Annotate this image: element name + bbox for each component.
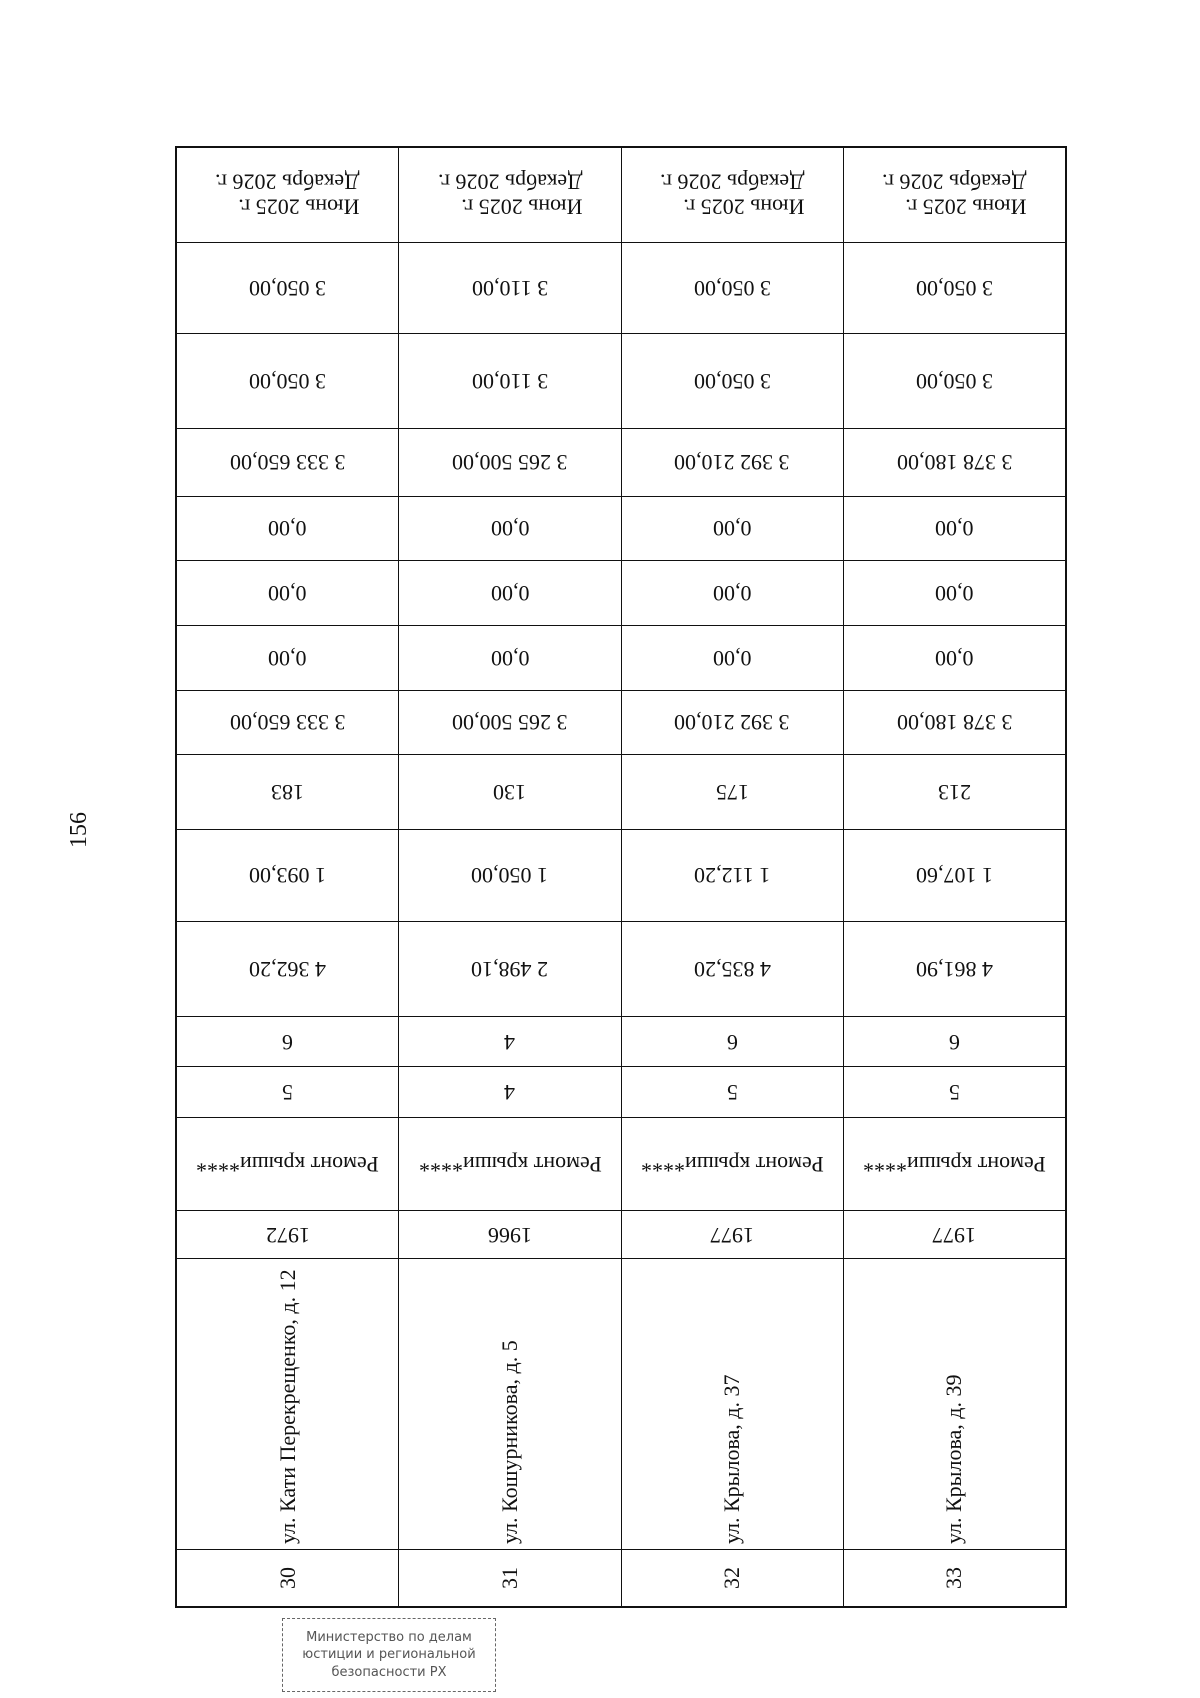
cell-residents	[843, 755, 1065, 830]
cell-cost-total	[399, 690, 621, 755]
floors-value: 5	[726, 1080, 738, 1106]
cell-area-roof	[621, 829, 843, 921]
price-unit-value: 3 110,00	[471, 368, 548, 394]
row-cost-total	[177, 690, 1066, 755]
cell-residents	[621, 755, 843, 830]
cell-address	[177, 1259, 399, 1550]
cell-entrances	[399, 1016, 621, 1067]
work-type-value: Ремонт крыши****	[863, 1151, 1046, 1177]
cell-price-unit	[399, 333, 621, 428]
cell-price-limit	[621, 242, 843, 333]
stamp-line-3: безопасности РХ	[331, 1664, 447, 1680]
work-type-value: Ремонт крыши****	[196, 1151, 379, 1177]
row-cost-a	[177, 625, 1066, 690]
cost-fund-value: 3 333 650,00	[229, 450, 346, 476]
cell-year	[399, 1210, 621, 1258]
period-start: Июнь 2025 г.	[905, 194, 1027, 220]
cell-floors	[399, 1067, 621, 1118]
cell-area-roof	[177, 829, 399, 921]
row-address	[177, 1259, 1066, 1550]
cell-area-total	[621, 921, 843, 1016]
row-number	[177, 1550, 1066, 1607]
cell-entrances	[843, 1016, 1065, 1067]
cost-c-value: 0,00	[935, 516, 974, 542]
cell-price-unit	[621, 333, 843, 428]
cell-cost-b	[843, 561, 1065, 626]
area-total-value: 2 498,10	[471, 956, 549, 982]
cell-cost-fund	[843, 428, 1065, 496]
address-text: ул. Крылова, д. 37	[718, 1374, 744, 1545]
entrances-value: 6	[948, 1029, 960, 1055]
cell-address	[621, 1259, 843, 1550]
repair-schedule-table	[175, 146, 1067, 1608]
cell-work-type	[843, 1117, 1065, 1210]
cell-price-unit	[177, 333, 399, 428]
cell-floors	[621, 1067, 843, 1118]
row-cost-c	[177, 496, 1066, 561]
period-start: Июнь 2025 г.	[683, 194, 805, 220]
address-text: ул. Кати Перекрещенко, д. 12	[274, 1269, 300, 1545]
row-area-total	[177, 921, 1066, 1016]
cost-fund-value: 3 265 500,00	[452, 450, 568, 476]
cell-area-roof	[399, 829, 621, 921]
price-unit-value: 3 050,00	[249, 368, 327, 394]
cell-area-total	[399, 921, 621, 1016]
cell-cost-c	[177, 496, 399, 561]
period-end: Декабрь 2026 г.	[882, 169, 1027, 195]
cell-residents	[399, 755, 621, 830]
cost-fund-value: 3 392 210,00	[674, 450, 790, 476]
cell-cost-total	[843, 690, 1065, 755]
row-num-text: 32	[719, 1567, 745, 1590]
area-total-value: 4 861,90	[915, 956, 993, 982]
stamp-line-2: юстиции и региональной	[302, 1647, 476, 1663]
area-total-value: 4 835,20	[693, 956, 771, 982]
period-start: Июнь 2025 г.	[238, 194, 360, 220]
cost-c-value: 0,00	[712, 516, 752, 542]
row-num-text: 30	[274, 1567, 300, 1590]
cost-b-value: 0,00	[712, 581, 752, 607]
entrances-value: 4	[504, 1029, 516, 1055]
row-floors	[177, 1067, 1066, 1118]
cell-year	[177, 1210, 399, 1258]
cost-a-value: 0,00	[490, 645, 530, 671]
cell-address	[843, 1259, 1065, 1550]
area-total-value: 4 362,20	[249, 956, 327, 982]
residents-value: 183	[271, 780, 305, 806]
cell-cost-fund	[399, 428, 621, 496]
year-value: 1977	[710, 1222, 755, 1248]
cell-cost-total	[621, 690, 843, 755]
row-num-text: 33	[941, 1567, 967, 1590]
price-limit-value: 3 050,00	[693, 275, 771, 301]
cost-a-value: 0,00	[712, 645, 752, 671]
cost-total-value: 3 392 210,00	[674, 710, 790, 736]
cell-cost-a	[177, 625, 399, 690]
cost-total-value: 3 378 180,00	[896, 710, 1013, 736]
cost-b-value: 0,00	[268, 581, 307, 607]
address-text: ул. Кошурникова, д. 5	[496, 1340, 522, 1545]
cell-price-limit	[177, 242, 399, 333]
period-start: Июнь 2025 г.	[460, 194, 583, 220]
cell-address	[399, 1259, 621, 1550]
cost-fund-value: 3 378 180,00	[896, 450, 1013, 476]
cell-period	[399, 148, 621, 243]
cell-year	[621, 1210, 843, 1258]
row-area-roof	[177, 829, 1066, 921]
cell-price-limit	[843, 242, 1065, 333]
entrances-value: 6	[282, 1029, 294, 1055]
row-cost-fund	[177, 428, 1066, 496]
ministry-stamp	[282, 1618, 496, 1692]
cost-b-value: 0,00	[935, 581, 974, 607]
row-entrances	[177, 1016, 1066, 1067]
row-period	[177, 148, 1066, 243]
cell-price-limit	[399, 242, 621, 333]
address-text: ул. Крылова, д. 39	[941, 1374, 967, 1545]
period-end: Декабрь 2026 г.	[215, 169, 360, 195]
cell-floors	[843, 1067, 1065, 1118]
cost-c-value: 0,00	[490, 516, 530, 542]
row-price-unit	[177, 333, 1066, 428]
cell-residents	[177, 755, 399, 830]
residents-value: 175	[715, 780, 749, 806]
area-roof-value: 1 112,20	[694, 863, 771, 889]
year-value: 1972	[265, 1222, 310, 1248]
cost-a-value: 0,00	[268, 645, 307, 671]
period-end: Декабрь 2026 г.	[659, 169, 805, 195]
cell-period	[621, 148, 843, 243]
cell-year	[843, 1210, 1065, 1258]
year-value: 1966	[487, 1222, 532, 1248]
cell-cost-fund	[621, 428, 843, 496]
cell-cost-fund	[177, 428, 399, 496]
cost-b-value: 0,00	[490, 581, 530, 607]
cell-cost-b	[621, 561, 843, 626]
area-roof-value: 1 107,60	[915, 863, 993, 889]
cell-area-total	[843, 921, 1065, 1016]
cell-number	[621, 1550, 843, 1607]
cell-cost-b	[177, 561, 399, 626]
year-value: 1977	[932, 1222, 977, 1248]
area-roof-value: 1 050,00	[471, 863, 549, 889]
stamp-line-1: Министерство по делам	[306, 1629, 472, 1645]
cell-work-type	[177, 1117, 399, 1210]
cell-entrances	[621, 1016, 843, 1067]
entrances-value: 6	[726, 1029, 738, 1055]
period-end: Декабрь 2026 г.	[437, 169, 583, 195]
cost-c-value: 0,00	[268, 516, 307, 542]
floors-value: 4	[504, 1080, 516, 1106]
table-grid	[176, 147, 1066, 1607]
cell-area-total	[177, 921, 399, 1016]
cell-cost-c	[621, 496, 843, 561]
cell-cost-total	[177, 690, 399, 755]
cell-work-type	[621, 1117, 843, 1210]
price-unit-value: 3 050,00	[693, 368, 771, 394]
cell-number	[843, 1550, 1065, 1607]
cell-floors	[177, 1067, 399, 1118]
cell-number	[399, 1550, 621, 1607]
cell-cost-c	[843, 496, 1065, 561]
floors-value: 5	[948, 1080, 960, 1106]
cell-price-unit	[843, 333, 1065, 428]
cell-number	[177, 1550, 399, 1607]
cell-area-roof	[843, 829, 1065, 921]
row-num-text: 31	[496, 1567, 522, 1590]
page-number: 156	[66, 812, 92, 848]
cell-work-type	[399, 1117, 621, 1210]
work-type-value: Ремонт крыши****	[640, 1151, 824, 1177]
cost-total-value: 3 333 650,00	[229, 710, 346, 736]
cell-period	[177, 148, 399, 243]
cell-cost-a	[621, 625, 843, 690]
price-limit-value: 3 050,00	[915, 275, 993, 301]
row-year	[177, 1210, 1066, 1258]
row-price-limit	[177, 242, 1066, 333]
cell-cost-a	[399, 625, 621, 690]
cost-total-value: 3 265 500,00	[452, 710, 568, 736]
cell-period	[843, 148, 1065, 243]
row-work-type	[177, 1117, 1066, 1210]
residents-value: 130	[493, 780, 527, 806]
row-residents	[177, 755, 1066, 830]
cell-entrances	[177, 1016, 399, 1067]
residents-value: 213	[937, 780, 971, 806]
cost-a-value: 0,00	[935, 645, 974, 671]
work-type-value: Ремонт крыши****	[418, 1151, 602, 1177]
price-limit-value: 3 050,00	[249, 275, 327, 301]
floors-value: 5	[282, 1080, 294, 1106]
cell-cost-b	[399, 561, 621, 626]
area-roof-value: 1 093,00	[249, 863, 327, 889]
cell-cost-a	[843, 625, 1065, 690]
cell-cost-c	[399, 496, 621, 561]
price-limit-value: 3 110,00	[471, 275, 548, 301]
row-cost-b	[177, 561, 1066, 626]
price-unit-value: 3 050,00	[915, 368, 993, 394]
